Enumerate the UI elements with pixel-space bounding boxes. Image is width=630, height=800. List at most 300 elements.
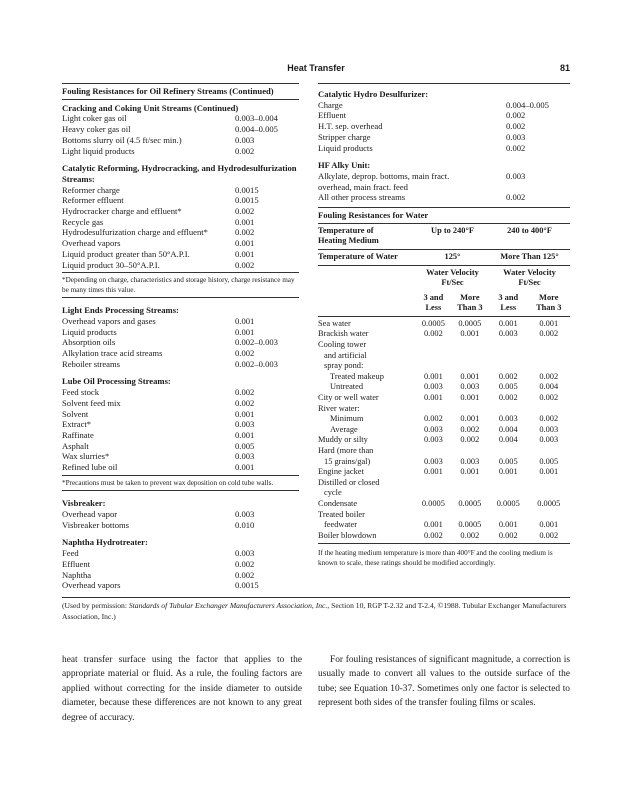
table-cell: 0.001	[460, 414, 480, 424]
row-value: 0.003	[506, 170, 526, 181]
table-row	[318, 192, 570, 203]
table-row	[318, 425, 570, 436]
table-row	[318, 478, 570, 489]
row-label: Minimum	[330, 414, 364, 424]
row-label: Liquid product greater than 50°A.P.I.	[62, 248, 190, 259]
table-section	[62, 305, 299, 369]
table-cell	[416, 361, 451, 372]
table-cell	[528, 488, 571, 499]
header-cell: Up to 240°F	[431, 225, 474, 235]
table-cell	[416, 446, 451, 457]
table-cell: 0.004	[539, 382, 559, 392]
table-cell: 0.001	[498, 520, 518, 530]
table-row	[62, 430, 299, 441]
header-cell: Temperature of Heating Medium	[318, 225, 379, 246]
table-cell: 0.003	[460, 382, 480, 392]
divider	[318, 223, 570, 224]
row-value: 0.001	[235, 238, 255, 249]
table-cell: 0.002	[460, 435, 480, 445]
table-cell	[528, 478, 571, 489]
divider	[318, 265, 570, 266]
table-row	[62, 113, 299, 124]
row-label: Treated makeup	[330, 371, 384, 381]
table-row	[62, 559, 299, 570]
row-label: Charge	[318, 99, 343, 110]
row-label: Engine jacket	[318, 467, 364, 477]
row-value: 0.003	[506, 131, 526, 142]
header-cell: 3 and Less	[498, 292, 519, 313]
water-table-note: If the heating medium temperature is more than 400°F and the cooling medium is known to scale, these ratings should be modified accordingly.	[318, 549, 553, 567]
table-row	[62, 217, 299, 228]
table-row	[318, 110, 570, 121]
table-row	[62, 260, 299, 271]
table-cell: 0.0005	[421, 318, 445, 328]
row-value: 0.003	[235, 134, 255, 145]
table-row	[62, 359, 299, 370]
table-cell	[451, 361, 489, 372]
table-row	[62, 548, 299, 559]
table-cell: 0.001	[460, 329, 480, 339]
table-cell	[528, 510, 571, 521]
row-value: 0.010	[235, 519, 255, 530]
right-column	[318, 86, 570, 568]
table-row	[318, 372, 570, 383]
header-cell: More Than 3	[536, 292, 562, 313]
table-cell	[416, 488, 451, 499]
table-cell	[528, 340, 571, 351]
row-label: Untreated	[330, 382, 364, 392]
row-label: Liquid product 30–50°A.P.I.	[62, 259, 160, 270]
row-label: Overhead vapor	[62, 509, 118, 519]
row-value: 0.001	[235, 315, 255, 326]
table-section	[318, 160, 570, 203]
table-cell: 0.001	[460, 393, 480, 403]
row-label: Average	[330, 424, 358, 434]
row-label: H.T. sep. overhead	[318, 121, 383, 132]
row-value: 0.001	[235, 408, 255, 419]
table-row	[318, 510, 570, 521]
table-cell: 0.0005	[537, 498, 561, 508]
row-label: Extract*	[62, 419, 92, 430]
table-row	[318, 132, 570, 143]
row-label: Feed	[62, 548, 79, 559]
table-cell: 0.001	[539, 318, 559, 328]
row-label: Solvent feed mix	[62, 397, 121, 408]
divider	[318, 316, 570, 317]
credit-source: Standards of Tubular Exchanger Manufacturers Association, Inc.	[128, 601, 328, 610]
table-cell: 0.005	[539, 456, 559, 466]
table-row	[62, 238, 299, 249]
footnote: *Precautions must be taken to prevent wax deposition on cold tube walls.	[62, 478, 274, 487]
table-cell: 0.0005	[458, 498, 482, 508]
table-row	[318, 100, 570, 111]
table-row	[62, 441, 299, 452]
table-row	[62, 124, 299, 135]
table-row	[318, 361, 570, 372]
page-number: 81	[559, 63, 570, 73]
table-cell: 0.003	[423, 424, 443, 434]
header-cell: 240 to 400°F	[507, 225, 552, 235]
row-label: Asphalt	[62, 440, 89, 451]
table-row	[318, 520, 570, 531]
section-heading: HF Alky Unit:	[318, 160, 371, 171]
table-row	[62, 316, 299, 327]
table-cell: 0.003	[460, 456, 480, 466]
table-row	[62, 409, 299, 420]
row-label: City or well water	[318, 393, 379, 403]
row-label: Stripper charge	[318, 131, 371, 142]
right-sections	[318, 89, 570, 203]
table-cell: 0.0005	[458, 520, 482, 530]
header-cell: More Than 3	[457, 292, 483, 313]
table-cell: 0.002	[423, 329, 443, 339]
table-row	[62, 387, 299, 398]
right-top-rule	[318, 83, 570, 84]
table-cell	[416, 404, 451, 415]
table-cell: 0.002	[539, 414, 559, 424]
row-label: Overhead vapors	[62, 580, 121, 591]
row-label: Muddy or silty	[318, 435, 368, 445]
table-row	[62, 348, 299, 359]
row-label: Hydrocracker charge and effluent*	[62, 206, 182, 217]
row-label: Distilled or closed	[318, 477, 380, 487]
divider	[318, 249, 570, 250]
table-section	[62, 537, 299, 591]
table-cell: 0.003	[423, 382, 443, 392]
row-label: Overhead vapors and gases	[62, 315, 156, 326]
table-cell: 0.001	[498, 318, 518, 328]
table-cell	[416, 478, 451, 489]
row-label: 15 grains/gal)	[324, 456, 371, 466]
section-heading: Naphtha Hydrotreater:	[62, 537, 148, 548]
table-cell: 0.002	[460, 424, 480, 434]
table-cell: 0.005	[498, 456, 518, 466]
row-label: Light liquid products	[62, 145, 135, 156]
table-row	[318, 143, 570, 154]
table-row	[62, 451, 299, 462]
row-value: 0.0015	[235, 195, 259, 206]
row-label: Absorption oils	[62, 337, 116, 348]
table-cell	[489, 446, 528, 457]
table-cell: 0.002	[498, 393, 518, 403]
table-section	[62, 103, 299, 157]
water-table-title: Fouling Resistances for Water	[318, 210, 429, 221]
table-row	[318, 488, 570, 499]
table-cell: 0.001	[460, 371, 480, 381]
row-value	[506, 182, 570, 193]
row-value: 0.004–0.005	[506, 99, 549, 110]
table-row	[318, 457, 570, 468]
table-row	[318, 414, 570, 425]
left-sections	[62, 103, 299, 591]
table-header-row	[318, 268, 570, 289]
running-title: Heat Transfer	[287, 63, 345, 73]
table-cell	[489, 488, 528, 499]
table-cell	[451, 510, 489, 521]
row-value: 0.002	[506, 192, 526, 203]
divider	[318, 207, 570, 208]
row-value: 0.002	[235, 558, 255, 569]
row-label: Heavy coker gas oil	[62, 124, 131, 135]
row-value: 0.002	[506, 142, 526, 153]
table-cell: 0.003	[423, 435, 443, 445]
row-value: 0.003	[235, 451, 255, 462]
table-cell	[489, 361, 528, 372]
divider	[62, 297, 299, 298]
table-section	[318, 89, 570, 153]
table-cell	[451, 351, 489, 362]
table-row	[318, 467, 570, 478]
table-section	[62, 163, 299, 298]
section-heading: Visbreaker:	[62, 498, 106, 509]
table-row	[318, 404, 570, 415]
table-cell: 0.001	[460, 467, 480, 477]
table-cell	[528, 446, 571, 457]
row-label: Effluent	[318, 110, 347, 121]
body-paragraph-right: For fouling resistances of significant magnitude, a correction is usually made to convert all values to the outside surface of the tube; see Equation 10-37. Sometimes only one factor is selected to represent both sides of the transfer fouling films or scales.	[318, 655, 570, 709]
row-label: Recycle gas	[62, 216, 104, 227]
body-paragraph-left: heat transfer surface using the factor that applies to the appropriate material or fluid. As a rule, the fouling factors are applied without correcting for the inside diameter to outside diameter, because these differences are not known to any great degree of accuracy.	[62, 655, 302, 723]
header-cell: 3 and Less	[423, 292, 444, 313]
row-label: feedwater	[324, 520, 358, 530]
table-cell: 0.002	[460, 530, 480, 540]
header-cell: Water Velocity Ft/Sec	[426, 267, 479, 288]
table-cell: 0.003	[539, 424, 559, 434]
row-value: 0.002	[235, 227, 255, 238]
table-row	[318, 382, 570, 393]
divider	[62, 272, 299, 273]
footnote: *Depending on charge, characteristics and storage history, charge resistance may be many times this value.	[62, 276, 295, 294]
table-row	[318, 171, 570, 182]
table-cell	[489, 478, 528, 489]
table-cell	[528, 404, 571, 415]
table-cell: 0.001	[423, 467, 443, 477]
table-cell	[451, 488, 489, 499]
row-label: Brackish water	[318, 329, 369, 339]
row-label: Visbreaker bottoms	[62, 519, 130, 530]
section-heading: Light Ends Processing Streams:	[62, 305, 179, 316]
left-top-rule	[62, 83, 299, 84]
table-cell: 0.001	[539, 520, 559, 530]
row-label: Condensate	[318, 498, 358, 508]
table-cell: 0.004	[498, 435, 518, 445]
row-value: 0.001	[235, 326, 255, 337]
row-label: Refined lube oil	[62, 462, 118, 473]
table-cell	[416, 340, 451, 351]
credit-rule	[62, 597, 570, 598]
table-cell: 0.0005	[458, 318, 482, 328]
table-row	[318, 531, 570, 542]
row-value: 0.002	[235, 397, 255, 408]
table-row	[318, 446, 570, 457]
table-cell	[489, 351, 528, 362]
section-heading: Lube Oil Processing Streams:	[62, 376, 171, 387]
table-cell	[489, 340, 528, 351]
table-cell: 0.002	[539, 329, 559, 339]
row-label: cycle	[324, 488, 342, 498]
table-row	[62, 185, 299, 196]
table-cell: 0.002	[423, 530, 443, 540]
row-label: Bottoms slurry oil (4.5 ft/sec min.)	[62, 134, 182, 145]
table-row	[62, 509, 299, 520]
row-label: Liquid products	[318, 142, 373, 153]
table-cell	[416, 510, 451, 521]
table-row	[62, 227, 299, 238]
row-label: Boiler blowdown	[318, 530, 377, 540]
table-cell: 0.001	[423, 371, 443, 381]
table-row	[318, 121, 570, 132]
table-row	[62, 146, 299, 157]
table-cell	[451, 478, 489, 489]
row-value: 0.0015	[235, 580, 259, 591]
table-row	[318, 393, 570, 404]
row-label: spray pond:	[324, 361, 364, 371]
row-value: 0.002–0.003	[235, 358, 278, 369]
row-value: 0.003–0.004	[235, 113, 278, 124]
row-value: 0.001	[235, 462, 255, 473]
table-cell	[451, 446, 489, 457]
table-cell: 0.002	[539, 393, 559, 403]
table-cell: 0.002	[498, 371, 518, 381]
table-cell	[416, 351, 451, 362]
divider	[318, 543, 570, 544]
table-row	[62, 195, 299, 206]
table-row	[62, 570, 299, 581]
table-row	[62, 206, 299, 217]
row-value: 0.002–0.003	[235, 337, 278, 348]
header-cell: Water Velocity Ft/Sec	[503, 267, 556, 288]
row-label: Feed stock	[62, 387, 99, 398]
table-cell: 0.002	[539, 530, 559, 540]
table-cell: 0.0005	[421, 498, 445, 508]
row-value: 0.002	[235, 206, 255, 217]
row-value: 0.002	[235, 145, 255, 156]
row-label: Solvent	[62, 408, 89, 419]
table-row	[318, 435, 570, 446]
row-value: 0.002	[235, 259, 255, 270]
divider	[62, 490, 299, 491]
section-heading: Catalytic Reforming, Hydrocracking, and Hydrodesulfurization Streams:	[62, 163, 297, 184]
row-value: 0.001	[235, 216, 255, 227]
divider	[62, 475, 299, 476]
row-label: Reformer effluent	[62, 195, 124, 206]
header-cell: More Than 125°	[500, 251, 559, 261]
row-value: 0.002	[506, 110, 526, 121]
left-table-title: Fouling Resistances for Oil Refinery Streams (Continued)	[62, 86, 274, 96]
row-label: Wax slurries*	[62, 451, 110, 462]
table-row	[62, 337, 299, 348]
page-header	[62, 63, 570, 77]
row-value: 0.001	[235, 248, 255, 259]
header-cell: 125°	[444, 251, 461, 261]
row-label: Effluent	[62, 558, 91, 569]
table-row	[62, 520, 299, 531]
table-header-row	[318, 252, 570, 263]
table-cell	[451, 340, 489, 351]
row-value: 0.003	[235, 548, 255, 559]
table-cell: 0.003	[498, 414, 518, 424]
left-column	[62, 86, 299, 591]
table-cell	[528, 351, 571, 362]
row-label: River water:	[318, 403, 360, 413]
row-value: 0.002	[235, 348, 255, 359]
table-cell: 0.001	[498, 467, 518, 477]
table-cell: 0.003	[539, 435, 559, 445]
row-label: Reformer charge	[62, 184, 120, 195]
table-row	[62, 419, 299, 430]
table-cell: 0.005	[498, 382, 518, 392]
row-label: Overhead vapors	[62, 238, 121, 249]
table-row	[62, 580, 299, 591]
table-cell: 0.003	[498, 329, 518, 339]
table-cell: 0.004	[498, 424, 518, 434]
table-cell: 0.001	[539, 467, 559, 477]
table-cell: 0.002	[498, 530, 518, 540]
row-value: 0.004–0.005	[235, 124, 278, 135]
table-cell: 0.002	[539, 371, 559, 381]
row-label: Hydrodesulfurization charge and effluent*	[62, 227, 208, 238]
table-row	[318, 340, 570, 351]
table-header-row	[318, 226, 570, 247]
table-cell: 0.003	[423, 456, 443, 466]
row-value: 0.003	[235, 509, 255, 519]
table-cell: 0.001	[423, 393, 443, 403]
row-label: Alkylation trace acid streams	[62, 348, 163, 359]
row-value: 0.002	[506, 121, 526, 132]
table-row	[62, 327, 299, 338]
table-cell	[489, 510, 528, 521]
row-label: Liquid products	[62, 326, 117, 337]
row-label: All other process streams	[318, 192, 406, 203]
table-row	[318, 499, 570, 510]
row-value: 0.002	[235, 387, 255, 398]
table-row	[62, 249, 299, 260]
row-value: 0.0015	[235, 184, 259, 195]
credit-line: (Used by permission: Standards of Tubular Exchanger Manufacturers Association, Inc., Section 10, RGP T-2.32 and T-2.4, ©1988. Tubular Exchanger Manufacturers Association, Inc.)	[62, 601, 567, 621]
row-value: 0.002	[235, 569, 255, 580]
table-cell	[489, 404, 528, 415]
water-fouling-table	[318, 226, 570, 547]
row-label: Raffinate	[62, 429, 94, 440]
section-heading: Catalytic Hydro Desulfurizer:	[318, 89, 429, 99]
row-label: Cooling tower	[318, 340, 367, 350]
table-section	[62, 498, 299, 530]
table-row	[62, 462, 299, 473]
row-value: 0.001	[235, 429, 255, 440]
row-label: Alkylate, deprop. bottoms, main fract.	[318, 170, 450, 181]
row-label: Sea water	[318, 318, 351, 328]
row-value: 0.003	[235, 419, 255, 430]
table-cell: 0.0005	[496, 498, 520, 508]
table-cell: 0.001	[423, 520, 443, 530]
table-cell	[451, 404, 489, 415]
table-row	[318, 329, 570, 340]
row-value: 0.005	[235, 440, 255, 451]
row-label: Naphtha	[62, 569, 92, 580]
table-row	[62, 398, 299, 409]
row-label: Reboiler streams	[62, 358, 120, 369]
divider	[62, 99, 299, 100]
row-label: Treated boiler	[318, 509, 365, 519]
table-cell	[528, 361, 571, 372]
row-label: and artificial	[324, 350, 367, 360]
header-cell: Temperature of Water	[318, 251, 398, 261]
table-section	[62, 376, 299, 491]
table-row	[318, 351, 570, 362]
row-label: overhead, main fract. feed	[318, 181, 408, 192]
table-cell: 0.002	[423, 414, 443, 424]
table-row	[318, 319, 570, 330]
